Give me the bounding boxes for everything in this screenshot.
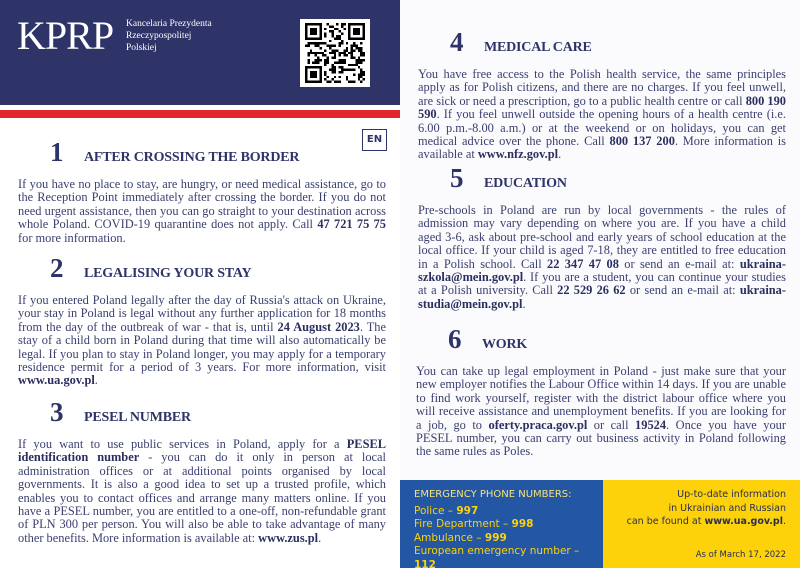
highlighted-text: 24 August 2023	[277, 319, 360, 334]
info-prefix: can be found at	[626, 516, 705, 527]
info-suffix: .	[782, 516, 786, 527]
highlighted-text: ukraina-szkola@mein.gov.pl	[418, 256, 786, 285]
info-line: in Ukrainian and Russian	[668, 502, 786, 514]
section-text	[18, 438, 386, 545]
section-title: WORK	[482, 337, 528, 352]
info-line: Up-to-date information	[677, 489, 786, 500]
emergency-item	[414, 532, 603, 546]
section-2	[18, 253, 386, 388]
text-segment: Pre-schools in Poland are run by local governments - the rules of admission may vary depending on where you are. If you have a child aged 3-6, ask about pre-school and early years of school education at the local office. If your child is aged 7-18, they are entitled to free education in a Polish school. Call	[418, 203, 786, 271]
section-3	[18, 397, 386, 545]
kprp-logo: KPRP	[17, 13, 114, 58]
highlighted-text: 22 529 26 62	[557, 283, 626, 298]
text-segment: . Once you have your PESEL number, you can carry out business activity in Poland following the same rules as Poles.	[416, 417, 787, 459]
emergency-item	[414, 505, 603, 519]
emergency-numbers-box	[400, 480, 603, 571]
section-title: AFTER CROSSING THE BORDER	[84, 150, 300, 165]
text-segment: If you have no place to stay, are hungry, or need medical assistance, go to the Reception Point immediately after crossing the border. If you do not need urgent assistance, then you can go straight to your destination across whole Poland. COVID-19 quarantine does not apply. Call	[18, 177, 386, 232]
section-6	[416, 324, 786, 459]
section-heading	[18, 137, 386, 168]
highlighted-text: 19524	[635, 417, 667, 432]
section-number: 1	[50, 137, 64, 167]
emergency-label: Police –	[414, 504, 457, 517]
emergency-number[interactable]: 998	[511, 518, 534, 530]
text-segment: or send an e-mail at:	[625, 283, 740, 298]
section-number: 4	[450, 27, 464, 57]
header-banner	[0, 0, 400, 105]
text-segment: If you want to use public services in Poland, apply for a	[18, 437, 347, 451]
text-segment: You can take up legal employment in Poland - just make sure that your new employer notifies the Labour Office within 14 days. If you are unable to find work yourself, register with the district labour office where you will receive assistance and unemployment benefits. If you are looking for a job, go to	[416, 364, 786, 432]
section-heading	[418, 27, 786, 58]
left-page	[0, 0, 400, 568]
text-segment: .	[522, 296, 526, 311]
emergency-label: Ambulance –	[414, 531, 485, 544]
red-stripe	[0, 110, 400, 118]
organization-name	[126, 18, 212, 54]
section-text	[416, 365, 786, 459]
text-segment: . More information is available at	[418, 134, 786, 162]
text-segment: or call	[587, 417, 636, 432]
org-line: Kancelaria Prezydenta	[126, 19, 212, 29]
text-segment: If you entered Poland legally after the day of Russia's attack on Ukraine, your stay in Poland is legal without any further application for 18 months from the day of the outbreak of war - that is, until	[18, 293, 386, 334]
section-number: 5	[450, 163, 464, 193]
text-segment: .	[558, 147, 562, 162]
as-of-date: As of March 17, 2022	[695, 549, 786, 560]
language-badge: EN	[362, 129, 387, 151]
section-1	[18, 137, 386, 245]
org-line: Rzeczypospolitej	[126, 31, 192, 41]
section-heading	[416, 324, 786, 355]
highlighted-text: oferty.praca.gov.pl	[488, 417, 588, 432]
section-title: MEDICAL CARE	[484, 40, 592, 55]
highlighted-text: 47 721 75 75	[317, 217, 386, 232]
text-segment: . The stay of a child born in Poland during that time will also automatically be legal. If you plan to stay in Poland longer, you may apply for a temporary residence permit for a period of 3 years. For more information, visit	[18, 319, 386, 375]
section-text	[418, 204, 786, 311]
section-title: LEGALISING YOUR STAY	[84, 266, 252, 281]
section-title: EDUCATION	[484, 176, 567, 191]
emergency-label: Fire Department –	[414, 518, 512, 530]
org-line: Polskiej	[126, 43, 157, 53]
highlighted-text: 800 137 200	[609, 134, 675, 149]
highlighted-text: 22 347 47 08	[547, 256, 619, 271]
text-segment: . If you are a student, you can continue your studies at a Polish university. Call	[418, 270, 786, 298]
emergency-number[interactable]: 999	[484, 531, 507, 544]
section-text	[18, 178, 386, 245]
qr-code[interactable]	[300, 19, 370, 87]
text-segment: .	[94, 373, 98, 388]
section-heading	[18, 253, 386, 284]
info-line	[603, 515, 786, 529]
emergency-title: EMERGENCY PHONE NUMBERS:	[414, 489, 572, 500]
info-link[interactable]: www.ua.gov.pl	[704, 516, 783, 527]
emergency-label: European emergency number –	[414, 545, 580, 557]
highlighted-text: www.zus.pl	[258, 530, 319, 545]
highlighted-text: ukraina-studia@mein.gov.pl	[418, 283, 786, 311]
section-number: 2	[50, 253, 64, 283]
section-text	[18, 294, 386, 388]
section-4	[418, 27, 786, 162]
highlighted-text: www.ua.gov.pl	[18, 373, 95, 388]
emergency-item	[414, 518, 603, 532]
text-segment: . If you feel unwell outside the opening hours of a health centre (i.e. 6.00 p.m.-8.00 a.m.) or at the weekend or on holidays, you can get medical advice over the phone. Call	[418, 107, 786, 149]
emergency-number[interactable]: 112	[414, 558, 436, 571]
emergency-number[interactable]: 997	[456, 504, 479, 517]
section-5	[418, 163, 786, 311]
highlighted-text: www.nfz.gov.pl	[477, 147, 559, 162]
text-segment: for more information.	[18, 230, 126, 245]
info-box	[603, 480, 800, 568]
highlighted-text: PESEL identification number	[18, 437, 386, 465]
text-segment: You have free access to the Polish health service, the same principles apply as for Polish citizens, and there are no charges. If you feel unwell, are sick or need a prescription, go to a public health centre or call	[418, 67, 786, 108]
section-text	[418, 68, 786, 162]
section-number: 3	[50, 397, 64, 427]
text-segment: .	[318, 530, 322, 545]
section-heading	[418, 163, 786, 194]
section-number: 6	[448, 324, 462, 354]
text-segment: or send an e-mail at:	[618, 256, 740, 271]
section-heading	[18, 397, 386, 428]
highlighted-text: 800 190 590	[418, 93, 786, 122]
text-segment: - you can do it only in person at local administration offices or at additional points organised by local governments. It is also a good idea to set up a trusted profile, which enables you to contact offices and arrange many matters online. If you have a PESEL number, you are entitled to a one-off, non-refundable grant of PLN 300 per person. You will also be able to take advantage of many other benefits. More information is available at:	[18, 450, 386, 545]
section-title: PESEL NUMBER	[84, 410, 191, 425]
